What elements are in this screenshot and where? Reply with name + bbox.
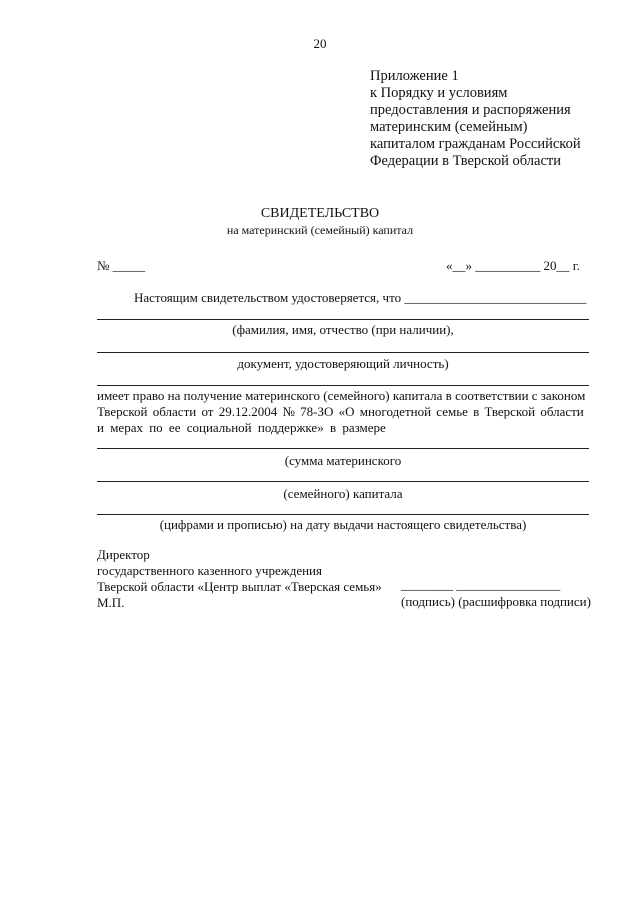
caption-sum-1: (сумма материнского <box>284 453 402 468</box>
body-line: и мерах по ее социальной поддержке» в размере <box>97 420 386 435</box>
certify-text: Настоящим свидетельством удостоверяется, что ____________________________ <box>134 290 587 305</box>
fill-line <box>97 514 589 515</box>
fill-line <box>97 319 589 320</box>
signer-line: Директор <box>97 547 150 562</box>
signature-blanks: ________ ________________ <box>401 577 561 592</box>
certificate-number-field: № _____ <box>97 258 146 273</box>
fill-line <box>97 481 589 482</box>
appendix-block <box>370 68 581 170</box>
caption-words: (цифрами и прописью) на дату выдачи настоящего свидетельства) <box>159 517 527 532</box>
fill-line <box>97 385 589 386</box>
appendix-line: материнским (семейным) <box>370 119 528 135</box>
caption-sum-2: (семейного) капитала <box>283 486 403 501</box>
appendix-line: Федерации в Тверской области <box>370 153 562 169</box>
fill-line <box>97 448 589 449</box>
certificate-date-field: «__» __________ 20__ г. <box>446 258 580 273</box>
signer-line: Тверской области «Центр выплат «Тверская семья» <box>97 579 382 594</box>
appendix-line: Приложение 1 <box>370 68 459 84</box>
document-subtitle: на материнский (семейный) капитал <box>226 223 414 237</box>
signer-line: государственного казенного учреждения <box>97 563 322 578</box>
caption-document: документ, удостоверяющий личность) <box>237 356 449 371</box>
appendix-line: капиталом гражданам Российской <box>370 136 581 152</box>
appendix-line: предоставления и распоряжения <box>370 102 571 118</box>
body-line: имеет право на получение материнского (семейного) капитала в соответствии с законом <box>97 388 586 403</box>
signer-block <box>97 547 382 611</box>
body-line: Тверской области от 29.12.2004 № 78-ЗО «О многодетной семье в Тверской области <box>97 404 584 419</box>
caption-fio: (фамилия, имя, отчество (при наличии), <box>232 322 454 337</box>
signature-caption: (подпись) (расшифровка подписи) <box>401 594 591 609</box>
page-number: 20 <box>313 36 327 51</box>
document-title: СВИДЕТЕЛЬСТВО <box>260 206 380 221</box>
fill-line <box>97 352 589 353</box>
appendix-line: к Порядку и условиям <box>370 85 508 101</box>
signer-line: М.П. <box>97 595 125 610</box>
